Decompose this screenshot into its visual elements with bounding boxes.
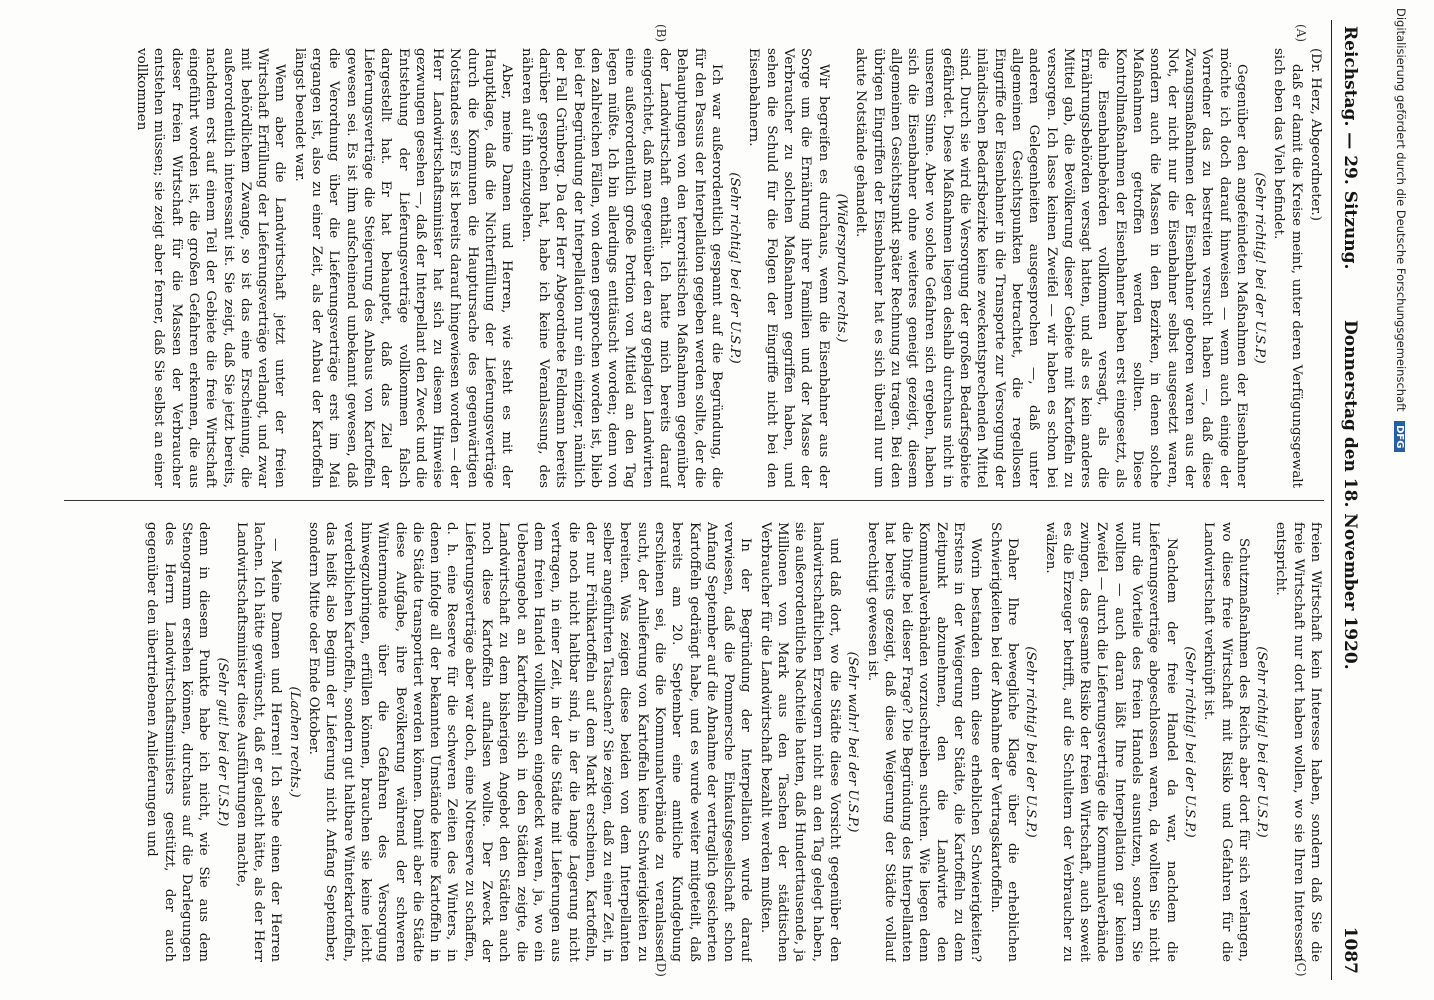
paragraph: daß er damit die Kreise meint, unter deren Verfügungsgewalt sich eben das Vieh befindet. [1271, 48, 1304, 488]
paragraph: Worin bestanden denn diese erheblichen Schwierigkeiten? Erstens in der Weigerung der Städte, die Kartoffeln zu dem Zeitpunkt abzunehmen, den die Landwirte den Kommunalverbänden vorzuschreiben suchten. Wie liegen denn die Dinge bei dieser Frage? Die Begründung des Interpellanten hat bereits gezeigt, daß diese Weigerung der Städte vollauf berechtigt gewesen ist. [864, 522, 984, 962]
rotated-page-content [48, 20, 1368, 980]
margin-marker-a: (A) [1294, 24, 1308, 43]
page-number: 1087 [1340, 926, 1360, 974]
interjection: (Sehr richtig! bei der U.S.P.) [1181, 646, 1197, 838]
paragraph: und daß dort, wo die Städte diese Vorsicht gegenüber den landwirtschaftlichen Erzeugern nicht an den Tag gelegt haben, sie außerordentliche Nachteile hatten, daß Hunderttausende, ja Millionen von Mark aus den Taschen der städtischen Verbraucher für die Landwirtschaft bezahlt werden mußten. [757, 522, 842, 962]
paragraph: — Meine Damen und Herren! Ich sehe einen der Herren lachen. Ich hätte gewünscht, daß er gelacht hätte, als der Herr Landwirtschaftsminister diese Ausführungen machte, [233, 522, 284, 962]
paragraph: Daher Ihre bewegliche Klage über die erheblichen Schwierigkeiten bei der Abnahme der Vertragskartoffeln. [987, 522, 1020, 962]
paragraph: Aber, meine Damen und Herren, wie steht es mit der Hauptklage, daß die Nichterfüllung der Lieferungsverträge durch die Kommunen die Hauptursache des gegenwärtigen Notstandes sei? Es ist bereits darauf hingewiesen worden — der Herr Landwirtschaftsminister hat sich zu diesem Hinweise gezwungen gesehen —, daß der Interpellant den Zweck und die Entstehung der Lieferungsverträge vollkommen falsch dargestellt hat. Er hat behauptet, daß das Ziel der Lieferungsverträge die Steigerung des Anbaus von Kartoffeln gewesen sei. Es ist ihm aufscheinend unbekannt gewesen, daß die Verordnung über die Lieferungsverträge erst im Mai ergangen ist, also zu einer Zeit, als der Anbau der Kartoffeln längst beendet war. [291, 48, 515, 488]
text-column-right [54, 522, 1324, 962]
interjection: (Sehr richtig! bei der U.S.P.) [1254, 646, 1270, 838]
text-column-left [54, 48, 1324, 488]
margin-marker-d: (D) [654, 958, 668, 977]
header-left: Reichstag. — 29. Sitzung. [1340, 26, 1360, 270]
interjection: (Lachen rechts.) [286, 686, 302, 798]
paragraph: denn in diesem Punkte habe ich nicht, wie Sie aus dem Stenogramm ersehen können, durchaus auf die Darlegungen des Herrn Landwirtschaftsministers gestützt, der auch gegenüber den übertriebenen Anlieferungen und [144, 522, 212, 962]
header-date: Donnerstag den 18. November 1920. [1340, 320, 1360, 670]
paragraph: In der Begründung der Interpellation wurde darauf verwiesen, daß die Pommersche Einkaufsgesellschaft schon Anfang September auf die Abnahme der vertraglich gesicherten Kartoffeln gedrängt habe, und es wurde weiter mitgeteilt, daß bereits am 20. September eine amtliche Kundgebung erschienen sei, die die Kommunalverbände zu veranlassen sucht, der Anlieferung von Kartoffeln keine Schwierigkeiten zu bereiten. Was zeigen diese beiden von dem Interpellanten selber angeführten Tatsachen? Sie zeigen, daß zu einer Zeit, in der nur Frühkartoffeln auf dem Markt erscheinen, Kartoffeln, die noch nicht haltbar sind, in der die lange Lagerung nicht vertragen, in einer Zeit, in der die Städte mit Lieferungen aus dem freien Handel vollkommen eingedeckt waren, ja, wo ein Ueberangebot an Kartoffeln sich in den Städten zeigte, die Landwirtschaft zu dem bisherigen Angebot den Städten auch noch diese Kartoffeln aufhalsen wollte. Der Zweck der Lieferungsverträge aber war doch, eine Notreserve zu schaffen, d. h. eine Reserve für die schweren Zeiten des Winters, in denen infolge all der bekannten Umstände keine Kartoffeln in die Städte transportiert werden können. Damit aber die Städte diese Aufgabe, ihre Bevölkerung während der schweren Wintermonate über die Gefahren des Versorgung hinwegzubringen, erfüllen können, brauchen sie keine leicht verderblichen Kartoffeln, sondern gut haltbare Winterkartoffeln, das heißt also Beginn der Lieferung nicht Anfang September, sondern Mitte oder Ende Oktober. [306, 522, 754, 962]
interjection: (Sehr wahr! bei der U.S.P.) [845, 651, 861, 833]
paragraph: Nachdem der freie Handel da war, nachdem die Lieferungsverträge abgeschlossen waren, da wollten Sie nicht nur die Vorteile des freien Handels ausnutzen, sondern Sie wollten — auch daran läßt Ihre Interpellation gar keinen Zweifel — durch die Lieferungsverträge die Kommunalverbände zwingen, das gesamte Risiko der freien Wirtschaft, auch soweit es die Erzeuger betrifft, auf die Schultern der Verbraucher zu wälzen. [1042, 522, 1179, 962]
interjection: (Sehr richtig! bei der U.S.P.) [1252, 172, 1268, 364]
speaker-label: (Dr. Herz, Abgeordneter.) [1308, 48, 1323, 222]
margin-marker-b: (B) [654, 24, 668, 43]
interjection: (Widerspruch rechts.) [833, 193, 849, 343]
credit-text: Digitalisierung gefördert durch die Deutsche Forschungsgemeinschaft [1394, 8, 1408, 412]
paragraph: freien Wirtschaft kein Interesse haben, sondern daß Sie die freie Wirtschaft nur dort haben wollen, wo sie Ihren Interessen entspricht. [1273, 522, 1323, 962]
digitization-credit [1386, 8, 1408, 988]
interjection: (Sehr gut! bei der U.S.P.) [214, 657, 230, 827]
paragraph: Ich war außerordentlich gespannt auf die Begründung, die für den Passus der Interpellation gegeben werden sollte, der die Behauptungen von den terroristischen Maßnahmen gegenüber der Landwirtschaft enthält. Ich hatte mich bereits darauf eingerichtet, daß man gegenüber den arg geplagten Landwirten eine außerordentlich große Portion von Mitleid an den Tag legen müßte. Ich bin allerdings enttäuscht worden; denn von den zahlreichen Fällen, von denen gesprochen worden ist, blieb bei der Begründung der Interpellation nur ein einziger, nämlich der Fall Grünberg. Da der Herr Abgeordnete Feldmann bereits darüber gesprochen hat, habe ich keine Veranlassung, des näheren auf ihn einzugehen. [518, 48, 724, 488]
dfg-logo: DFG [1394, 421, 1405, 452]
interjection: (Sehr richtig! bei der U.S.P.) [1023, 646, 1039, 838]
page-header [1331, 20, 1368, 980]
paragraph: Wenn aber die Landwirtschaft jetzt unter der freien Wirtschaft Erfüllung der Lieferungsverträge verlangt, und zwar mit behördlichem Zwange, so ist das eine Erscheinung, die außerordentlich interessant ist. Sie zeigt, daß Sie jetzt bereits, nachdem erst auf einem Teil der Gebiete die freie Wirtschaft eingeführt worden ist, die großen Gefahren erkennen, die aus dieser freien Wirtschaft für die Massen der Verbraucher entstehen müssen; sie zeigt aber ferner, daß Sie selbst an einer vollkommen [134, 48, 288, 488]
paragraph: Gegenüber den angefeindeten Maßnahmen der Eisenbahner möchte ich doch darauf hinweisen — wenn auch einige der Vorredner das zu bestreiten versucht haben —, daß diese Zwangsmaßnahmen der Eisenbahner geboren waren aus der Not, der nicht nur die Eisenbahner selbst ausgesetzt waren, sondern auch die Massen in den Bezirken, in denen solche Maßnahmen getroffen werden sollten. Diese Kontrollmaßnahmen der Eisenbahner haben erst eingesetzt, als die Eisenbahnbehörden vollkommen versagt, als die Ernährungsbehörden versagt hatten, und als es kein anderes Mittel gab, die Bevölkerung dieser Gebiete mit Kartoffeln zu versorgen. Ich lasse keinen Zweifel — wir haben es schon bei anderen Gelegenheiten ausgesprochen —, daß unter allgemeinen Gesichtspunkten betrachtet, die regellosen Eingriffe der Eisenbahner in die Transporte zur Versorgung der inländischen Bedarfsbezirke keine zweckentsprechenden Mittel sind. Durch sie wird die Versorgung der großen Bedarfsgebiete gefährdet. Diese Maßnahmen liegen deshalb durchaus nicht in unserem Sinne. Aber wo solche Gefahren sich ergeben, haben sich die Eisenbahner ohne weiteres geneigt gezeigt, diesem allgemeinen Gesichtspunkt später Rechnung zu tragen. Bei den übrigen Eingriffen der Eisenbahner hat es sich überall nur um akute Notstände gehandelt. [853, 48, 1249, 488]
margin-marker-c: (C) [1294, 958, 1308, 977]
paragraph: Wir begreifen es durchaus, wenn die Eisenbahner aus der Sorge um die Ernährung ihrer Familien und der Masse der Verbraucher zu solchen Maßnahmen gegriffen haben, und sehen die Schuld für die Folgen der Eingriffe nicht bei den Eisenbahnern. [746, 48, 831, 488]
column-divider [64, 500, 1324, 501]
interjection: (Sehr richtig! bei der U.S.P.) [727, 172, 743, 364]
paragraph: Schutzmaßnahmen des Reichs aber dort für sich verlangen, wo diese freie Wirtschaft mit Risiko und Gefahren für die Landwirtschaft verknüpft ist. [1201, 522, 1251, 962]
